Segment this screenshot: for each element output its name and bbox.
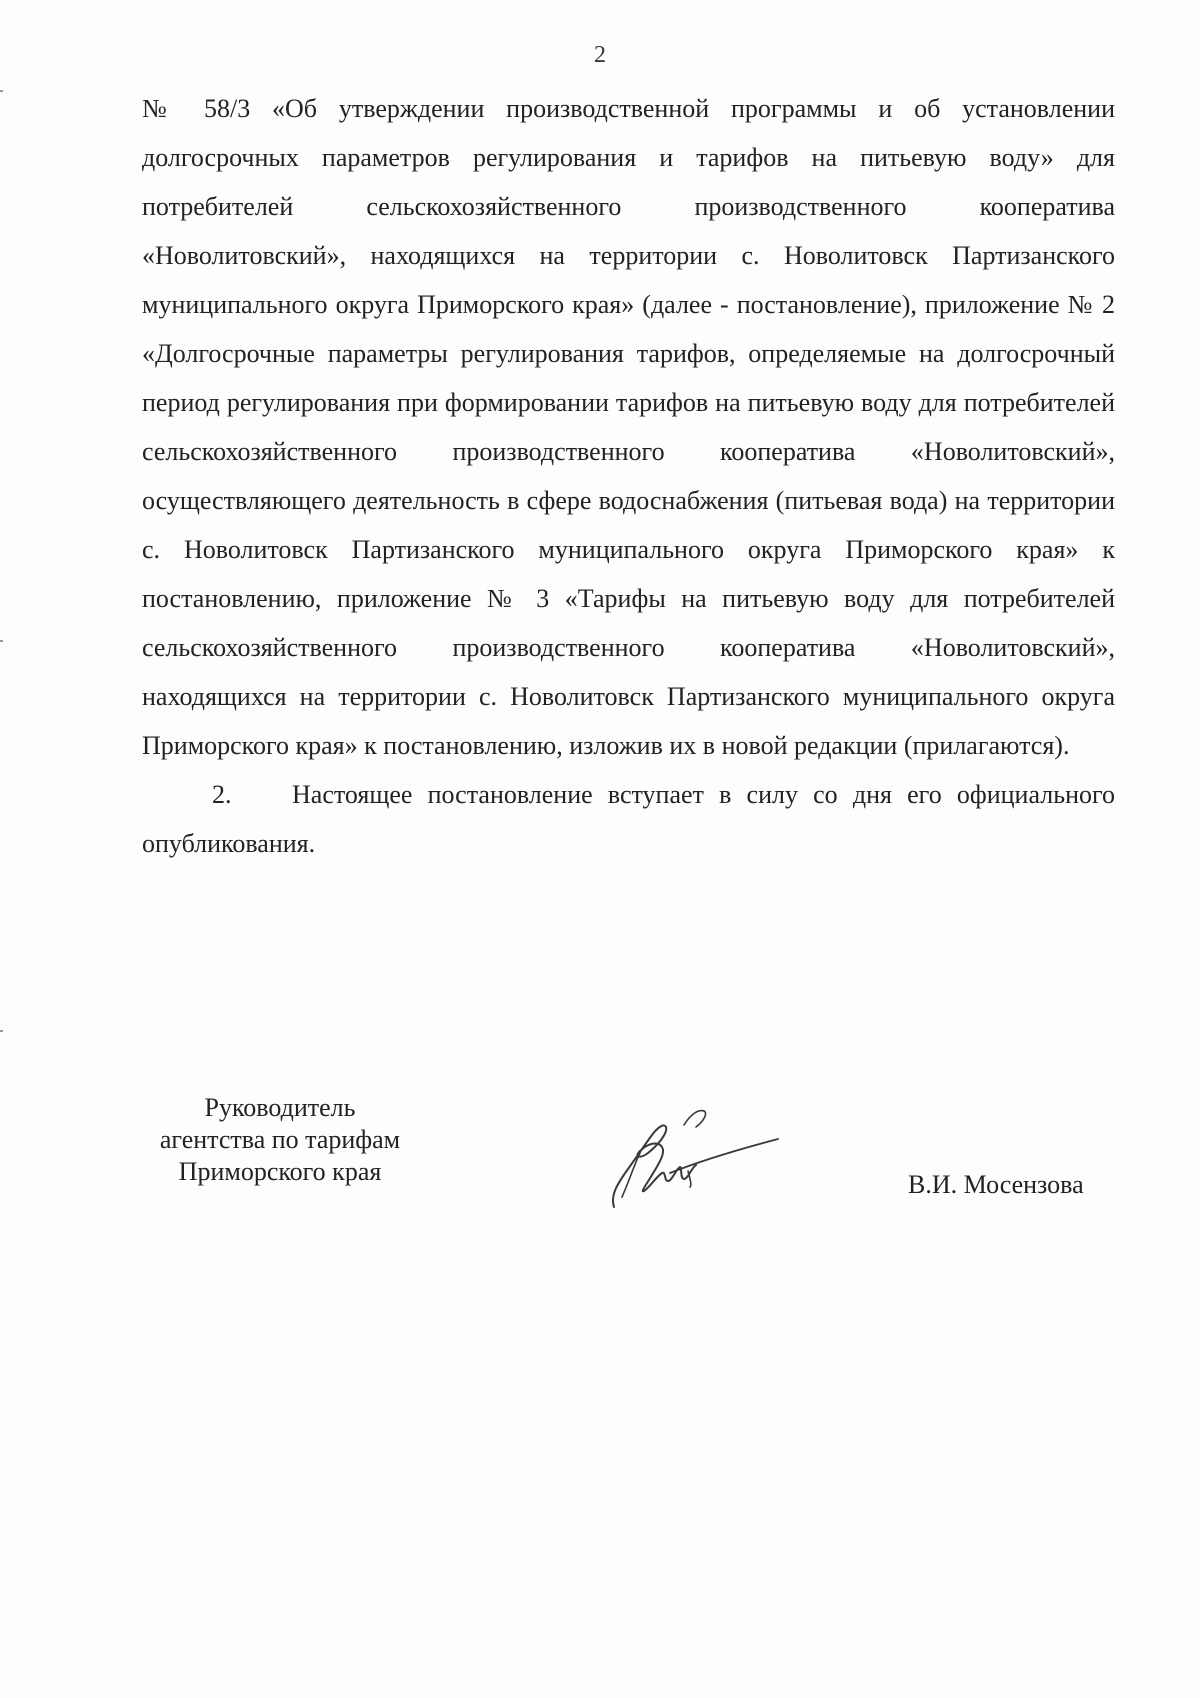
document-body <box>142 84 1115 868</box>
position-line-2: агентства по тарифам <box>159 1125 401 1154</box>
page-number: 2 <box>594 42 606 68</box>
paragraph-2-number: 2. <box>212 780 232 809</box>
handwritten-signature-icon <box>600 1095 780 1210</box>
paragraph-1: № 58/3 «Об утверждении производственной программы и об установлении долгосрочных параметров регулирования и тарифов на питьевую воду» для потребителей сельскохозяйственного производственного кооператива «Новолитовский», находящихся на территории с. Новолитовск Партизанского муниципального округа Приморского края» (далее - постановление), приложение № 2 «Долгосрочные параметры регулирования тарифов, определяемые на долгосрочный период регулирования при формировании тарифов на питьевую воду для потребителей сельскохозяйственного производственного кооператива «Новолитовский», осуществляющего деятельность в сфере водоснабжения (питьевая вода) на территории с. Новолитовск Партизанского муниципального округа Приморского края» к постановлению, приложение № 3 «Тарифы на питьевую воду для потребителей сельскохозяйственного производственного кооператива «Новолитовский», находящихся на территории с. Новолитовск Партизанского муниципального округа Приморского края» к постановлению, изложив их в новой редакции (прилагаются). <box>142 94 1115 760</box>
scan-margin-mark <box>0 640 3 642</box>
position-line-3: Приморского края <box>178 1157 382 1186</box>
paragraph-2 <box>142 770 1115 868</box>
position-line-1: Руководитель <box>204 1093 356 1122</box>
signer-name: В.И. Мосензова <box>908 1170 1084 1199</box>
paragraph-2-text: Настоящее постановление вступает в силу со дня его официального опубликования. <box>142 780 1115 858</box>
scan-margin-mark <box>0 1030 3 1032</box>
signatory-position <box>140 1092 420 1188</box>
scan-margin-mark <box>0 90 3 92</box>
